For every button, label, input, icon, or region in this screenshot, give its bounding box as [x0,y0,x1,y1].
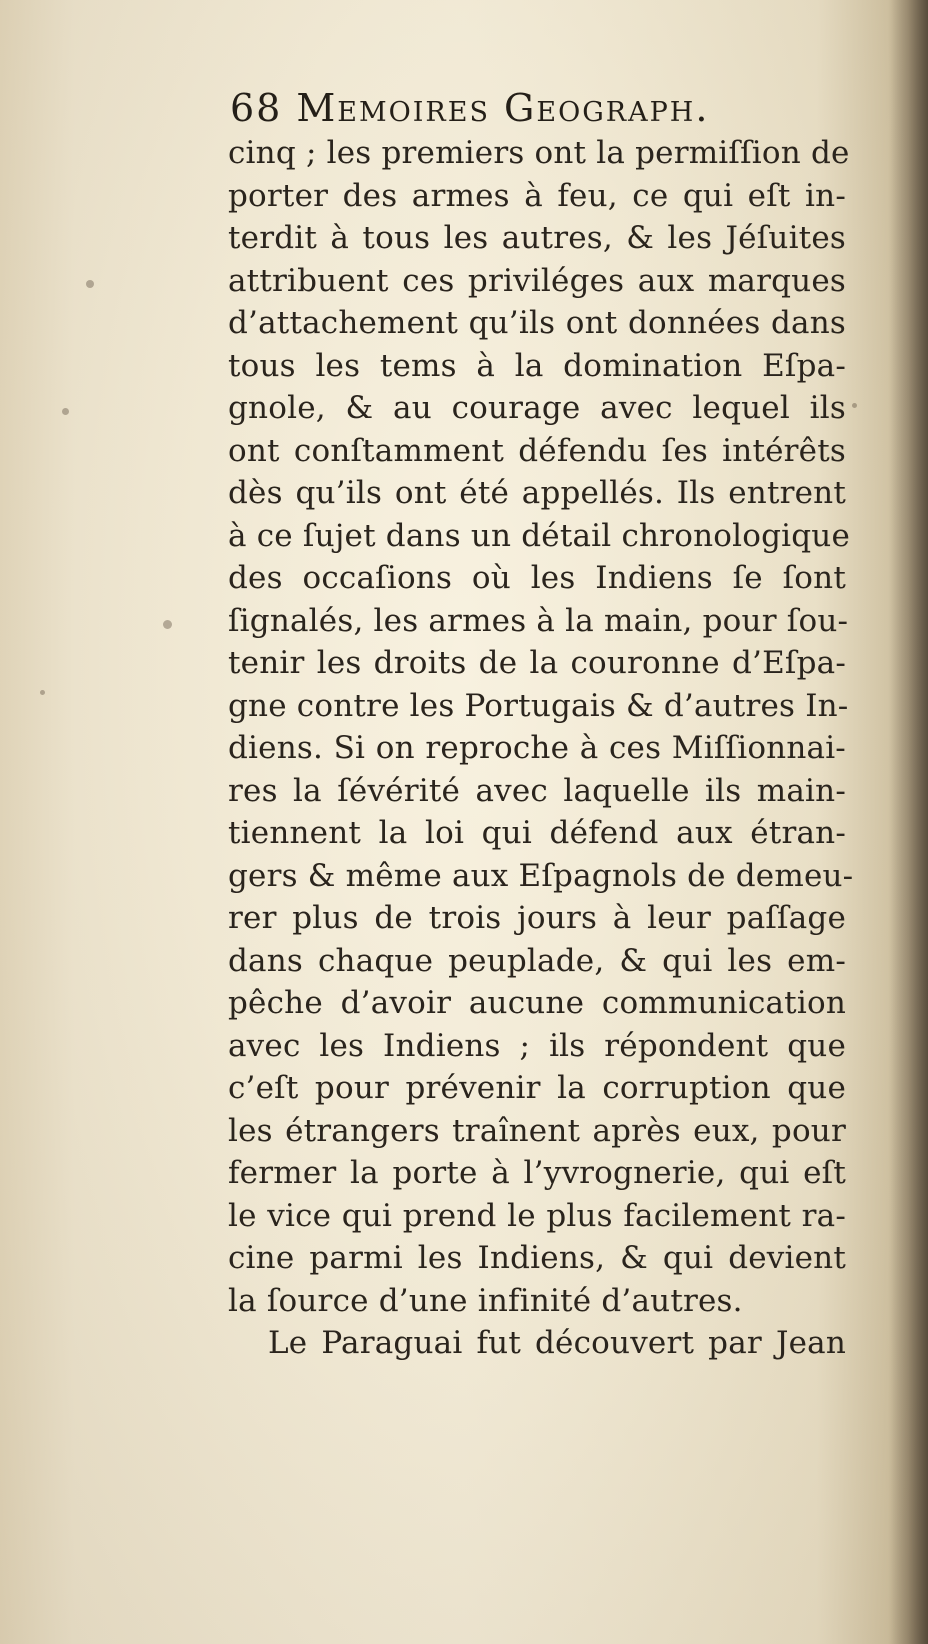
text-line: dans chaque peuplade, & qui les em- [228,942,846,979]
text-line: rer plus de trois jours à leur paſſage [228,900,846,936]
text-line: pêche d’avoir aucune communication [228,985,846,1021]
body-text [228,132,854,1365]
paragraph-start-line: Le Paraguai fut découvert par Jean [268,1325,846,1361]
text-line: attribuent ces priviléges aux marques [228,262,846,299]
text-line: cinq ; les premiers ont la permiſſion de [228,135,850,171]
text-line: tous les tems à la domination Eſpa- [228,347,846,384]
text-line: gers & même aux Eſpagnols de demeu- [228,857,854,894]
text-line: avec les Indiens ; ils répondent que [228,1027,846,1064]
text-line: porter des armes à feu, ce qui eſt in- [228,177,846,214]
text-line: d’attachement qu’ils ont données dans [228,305,846,341]
text-line: terdit à tous les autres, & les Jéſuites [228,220,846,256]
text-line: gne contre les Portugais & d’autres In- [228,687,849,724]
foxing-speck [852,403,857,408]
paragraph-end-line: la ſource d’une infinité d’autres. [228,1282,743,1319]
text-line: res la ſévérité avec laquelle ils main- [228,772,846,809]
text-line: gnole, & au courage avec lequel ils [228,390,846,426]
text-line: les étrangers traînent après eux, pour [228,1112,846,1149]
text-line: diens. Si on reproche à ces Miſſionnai- [228,730,846,766]
foxing-speck [86,280,94,288]
text-line: ont conſtamment défendu ſes intérêts [228,432,846,469]
running-title: Memoires Geograph. [296,86,710,130]
page-number: 68 [230,86,283,130]
text-line: le vice qui prend le plus facilement ra- [228,1197,846,1234]
running-head [230,82,830,134]
text-line: à ce ſujet dans un détail chronologique [228,517,850,554]
text-line: tiennent la loi qui défend aux étran- [228,815,846,851]
foxing-speck [40,690,45,695]
text-line: cine parmi les Indiens, & qui devient [228,1240,846,1276]
spine-shadow [888,0,928,1644]
foxing-speck [62,408,69,415]
text-line: des occaſions où les Indiens ſe ſont [228,560,846,596]
foxing-speck [163,620,172,629]
text-line: dès qu’ils ont été appellés. Ils entrent [228,475,846,511]
text-line: fermer la porte à l’yvrognerie, qui eſt [228,1155,846,1191]
text-line: ſignalés, les armes à la main, pour ſou- [228,602,849,639]
text-line: c’eſt pour prévenir la corruption que [228,1070,846,1106]
text-line: tenir les droits de la couronne d’Eſpa- [228,645,846,681]
